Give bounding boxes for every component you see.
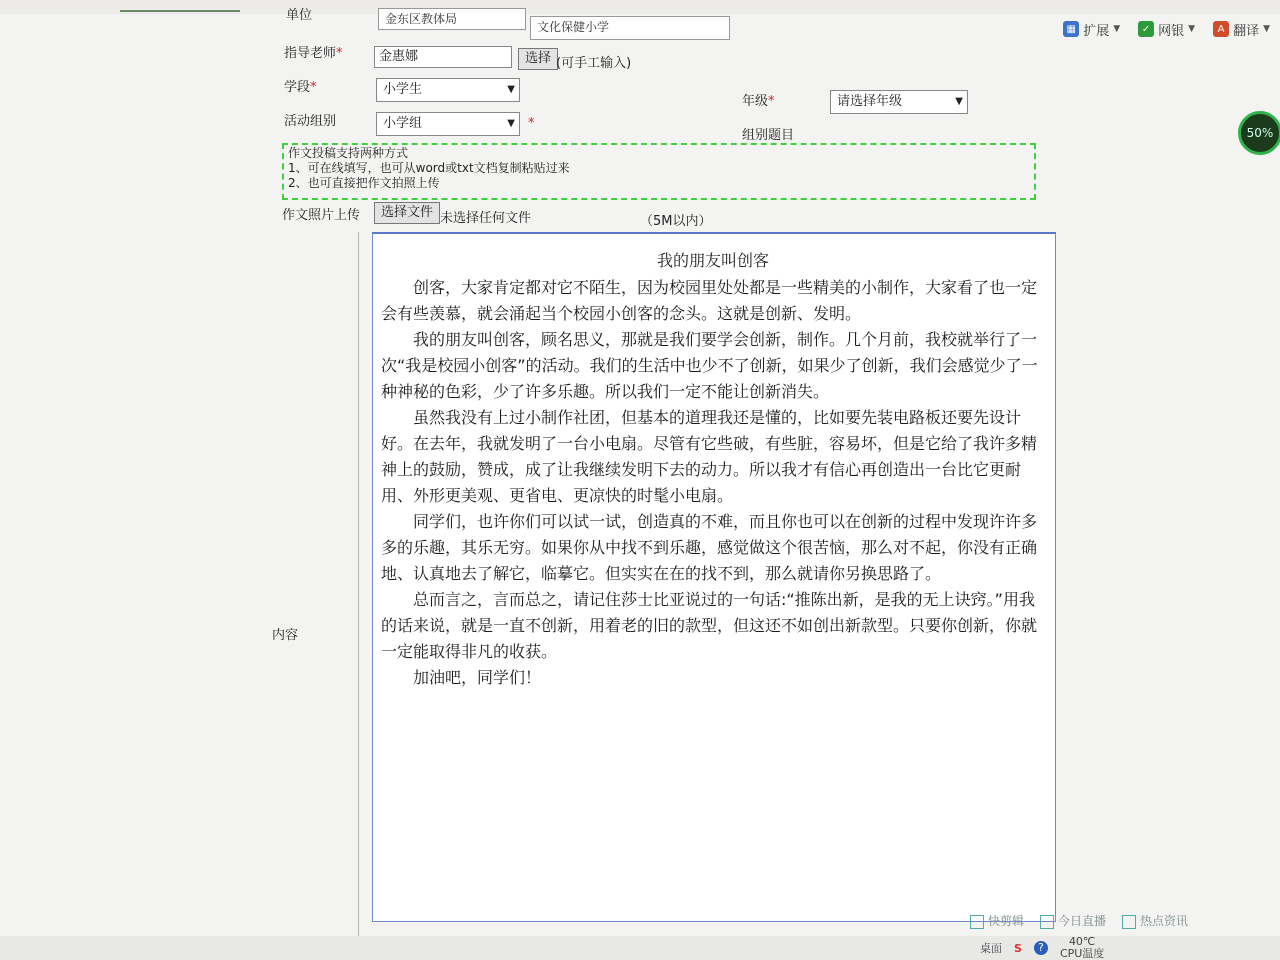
essay-paragraph: 同学们，也许你们可以试一试，创造真的不难，而且你也可以在创新的过程中发现许许多多的乐趣，其乐无穷。如果你从中找不到乐趣，感觉做这个很苦恼，那么对不起，你没有正确地、认真地去了解它，临摹它。但实实在在的找不到，那么就请你另换思路了。 (381, 512, 1038, 583)
cpu-temperature (1060, 936, 1104, 960)
translate-icon: A (1213, 21, 1229, 37)
required-mark: * (528, 116, 535, 131)
tray-s-icon[interactable]: S (1014, 941, 1022, 955)
status-item-label: 今日直播 (1058, 914, 1107, 928)
news-icon (1122, 915, 1136, 929)
essay-paragraph: 虽然我没有上过小制作社团，但基本的道理我还是懂的，比如要先装电路板还要先设计好。在去年，我就发明了一台小电扇。尽管有它些破，有些脏，容易坏，但是它给了我许多精神上的鼓励，赞成，成了让我继续发明下去的动力。所以我才有信心再创造出一台比它更耐用、外形更美观、更省电、更凉快的时髦小电扇。 (381, 408, 1038, 505)
required-mark: * (336, 46, 343, 61)
browser-toolbar (1063, 14, 1280, 44)
essay-paragraph: 我的朋友叫创客，顾名思义，那就是我们要学会创新，制作。几个月前，我校就举行了一次“我是校园小创客”的活动。我们的生活中也少不了创新，如果少了创新，我们会感觉少了一种神秘的色彩，少了许多乐趣。所以我们一定不能让创新消失。 (381, 330, 1038, 401)
dropdown-arrow-icon: ▼ (507, 84, 515, 95)
group-select-value: 小学组 (383, 116, 423, 131)
stage-label (284, 76, 317, 95)
top-bar-edge (120, 0, 240, 12)
help-icon[interactable]: ? (1034, 941, 1048, 955)
submission-notice (282, 143, 1036, 200)
translate-button[interactable] (1213, 20, 1270, 39)
essay-paragraph: 创客，大家肯定都对它不陌生，因为校园里处处都是一些精美的小制作，大家看了也一定会有些羡慕，就会涌起当个校园小创客的念头。这就是创新、发明。 (381, 278, 1038, 323)
netbank-button[interactable] (1138, 20, 1195, 39)
grade-select-value: 请选择年级 (837, 94, 903, 109)
notice-line: 作文投稿支持两种方式 (288, 146, 409, 160)
stage-label-text: 学段 (284, 80, 311, 95)
required-mark: * (310, 80, 317, 95)
unit-label: 单位 (286, 8, 313, 23)
notice-line: 1、可在线填写，也可从word或txt文档复制粘贴过来 (288, 161, 570, 175)
content-label: 内容 (272, 628, 299, 643)
teacher-input[interactable]: 金惠娜 (374, 46, 512, 68)
teacher-label-text: 指导老师 (284, 46, 337, 61)
chevron-down-icon: ▼ (1263, 24, 1270, 34)
dropdown-arrow-icon: ▼ (955, 96, 963, 107)
taskbar-tray (980, 936, 1104, 960)
choose-file-button[interactable]: 选择文件 (374, 202, 440, 224)
browser-status-bar (970, 912, 1188, 929)
topic-label: 组别题目 (742, 128, 795, 143)
size-hint: （5M以内） (640, 214, 712, 229)
status-item-label: 热点资讯 (1140, 914, 1189, 928)
memory-usage-badge[interactable]: 50% (1238, 111, 1280, 155)
stage-select[interactable] (376, 78, 520, 102)
teacher-label (284, 42, 343, 61)
select-teacher-button[interactable]: 选择 (518, 48, 558, 70)
grade-label-text: 年级 (742, 94, 769, 109)
netbank-label: 网银 (1158, 23, 1185, 39)
chevron-down-icon: ▼ (1188, 24, 1196, 34)
essay-title: 我的朋友叫创客 (656, 251, 769, 270)
essay-paragraph: 加油吧，同学们！ (413, 668, 542, 687)
extension-icon: ▦ (1063, 21, 1079, 37)
group-label: 活动组别 (284, 114, 337, 129)
grade-select[interactable] (830, 90, 968, 114)
column-divider (358, 232, 359, 960)
essay-editor[interactable] (372, 232, 1056, 922)
stage-select-value: 小学生 (383, 82, 423, 97)
essay-paragraph: 总而言之，言而总之，请记住莎士比亚说过的一句话:“推陈出新，是我的无上诀窍。”用我的话来说，就是一直不创新，用着老的旧的款型，但这还不如创出新款型。只要你创新，你就一定能取得非凡的收获。 (381, 590, 1038, 661)
dropdown-arrow-icon: ▼ (507, 118, 515, 129)
status-item[interactable] (1122, 912, 1188, 929)
translate-label: 翻译 (1233, 23, 1260, 39)
cpu-label: CPU温度 (1059, 947, 1105, 960)
extend-button[interactable] (1063, 20, 1120, 39)
play-icon (1040, 915, 1054, 929)
chevron-down-icon: ▼ (1113, 24, 1121, 34)
temperature-value: 40℃ (1068, 935, 1096, 948)
status-item-label: 快剪辑 (988, 914, 1025, 928)
file-status: 未选择任何文件 (440, 211, 532, 226)
extend-label: 扩展 (1083, 23, 1110, 39)
shield-icon: ✓ (1138, 21, 1154, 37)
status-item[interactable] (1040, 912, 1106, 929)
required-mark: * (768, 94, 775, 109)
clip-icon (970, 915, 984, 929)
status-item[interactable] (970, 912, 1024, 929)
unit-select-2[interactable]: 文化保健小学 (530, 16, 730, 40)
manual-input-hint: (可手工输入) (556, 56, 632, 71)
notice-line: 2、也可直接把作文拍照上传 (288, 176, 440, 190)
unit-select-1[interactable]: 金东区教体局 (378, 8, 526, 30)
grade-label (742, 90, 775, 109)
group-select[interactable] (376, 112, 520, 136)
photo-upload-label: 作文照片上传 (282, 208, 361, 223)
desktop-button[interactable]: 桌面 (980, 942, 1002, 955)
